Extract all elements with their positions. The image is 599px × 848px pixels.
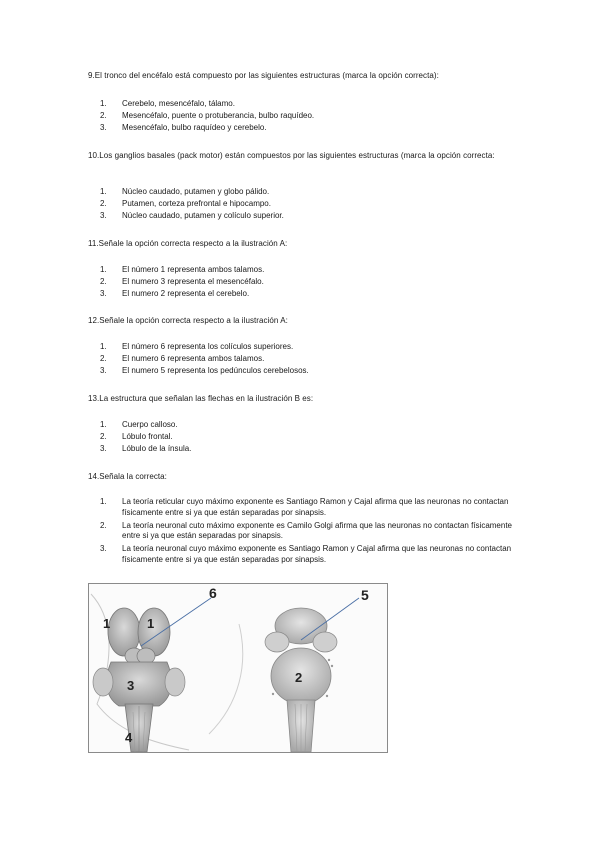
option-number: 2. xyxy=(100,277,107,286)
option-number: 3. xyxy=(100,366,107,375)
option-number: 2. xyxy=(100,354,107,363)
option-item xyxy=(100,353,520,365)
option-item xyxy=(100,110,520,122)
option-item xyxy=(100,198,520,210)
option-text: Cuerpo calloso. xyxy=(122,420,178,429)
option-text: Mesencéfalo, puente o protuberancia, bulbo raquídeo. xyxy=(122,111,315,120)
option-item xyxy=(100,276,520,288)
question-12: 12.Señale la opción correcta respecto a la ilustración A: xyxy=(88,316,288,325)
option-number: 3. xyxy=(100,123,107,132)
question-11: 11.Señale la opción correcta respecto a la ilustración A: xyxy=(88,239,288,248)
question-12-options xyxy=(100,341,520,377)
question-14-options xyxy=(100,497,520,568)
option-number: 2. xyxy=(100,199,107,208)
option-text: El numero 6 representa ambos talamos. xyxy=(122,354,265,363)
option-text: El número 6 representa los colículos superiores. xyxy=(122,342,294,351)
question-11-options xyxy=(100,264,520,300)
question-14: 14.Señala la correcta: xyxy=(88,472,167,481)
option-text: Cerebelo, mesencéfalo, tálamo. xyxy=(122,99,235,108)
option-item xyxy=(100,264,520,276)
illustration-a xyxy=(91,585,243,752)
option-text: La teoría neuronal cuto máximo exponente es Camilo Golgi afirma que las neuronas no contactan físicamente entre si ya que están separadas por sinapsis. xyxy=(122,520,512,540)
option-text: Lóbulo frontal. xyxy=(122,432,173,441)
option-item xyxy=(100,186,520,198)
option-item xyxy=(100,544,520,565)
brainstem-drawings xyxy=(89,584,387,752)
label-4: 4 xyxy=(125,730,133,745)
question-9-options xyxy=(100,98,520,134)
option-number: 3. xyxy=(100,444,107,453)
option-text: Mesencéfalo, bulbo raquídeo y cerebelo. xyxy=(122,123,267,132)
option-number: 1. xyxy=(100,497,107,506)
option-text: La teoría reticular cuyo máximo exponente es Santiago Ramon y Cajal afirma que las neuronas no contactan físicamente entre si ya que están separadas por sinapsis. xyxy=(122,497,509,517)
option-item xyxy=(100,288,520,300)
option-text: El número 1 representa ambos talamos. xyxy=(122,265,265,274)
option-item xyxy=(100,341,520,353)
question-10: 10.Los ganglios basales (pack motor) están compuestos por las siguientes estructuras (marca la opción correcta: xyxy=(88,151,495,160)
option-number: 2. xyxy=(100,111,107,120)
label-1-right: 1 xyxy=(147,616,155,631)
question-13: 13.La estructura que señalan las flechas en la ilustración B es: xyxy=(88,394,314,403)
option-number: 3. xyxy=(100,211,107,220)
brainstem-illustration xyxy=(88,583,388,753)
option-text: El numero 2 representa el cerebelo. xyxy=(122,289,250,298)
label-1-left: 1 xyxy=(103,616,111,631)
option-number: 2. xyxy=(100,520,107,530)
option-text: La teoría neuronal cuyo máximo exponente es Santiago Ramon y Cajal afirma que las neuronas no contactan físicamente entre si ya que están separadas por sinapsis. xyxy=(122,544,512,564)
option-text: Núcleo caudado, putamen y globo pálido. xyxy=(122,187,270,196)
option-item xyxy=(100,521,520,542)
label-6: 6 xyxy=(209,585,217,601)
option-text: Lóbulo de la ínsula. xyxy=(122,444,192,453)
label-5: 5 xyxy=(361,587,369,603)
option-item xyxy=(100,443,520,455)
option-item xyxy=(100,98,520,110)
option-item xyxy=(100,365,520,377)
illustration-b xyxy=(265,587,369,752)
option-text: El numero 5 representa los pedúnculos cerebelosos. xyxy=(122,366,309,375)
option-number: 1. xyxy=(100,420,107,429)
option-text: Putamen, corteza prefrontal e hipocampo. xyxy=(122,199,271,208)
option-text: El numero 3 representa el mesencéfalo. xyxy=(122,277,264,286)
option-number: 3. xyxy=(100,544,107,553)
option-number: 1. xyxy=(100,187,107,196)
option-item xyxy=(100,210,520,222)
option-number: 2. xyxy=(100,432,107,441)
question-13-options xyxy=(100,419,520,455)
option-number: 1. xyxy=(100,99,107,108)
option-text: Núcleo caudado, putamen y colículo superior. xyxy=(122,211,284,220)
question-9: 9.El tronco del encéfalo está compuesto por las siguientes estructuras (marca la opción correcta): xyxy=(88,71,439,80)
question-10-options xyxy=(100,186,520,222)
option-item xyxy=(100,431,520,443)
label-3: 3 xyxy=(127,678,135,693)
option-item xyxy=(100,419,520,431)
label-2: 2 xyxy=(295,670,303,685)
option-number: 1. xyxy=(100,342,107,351)
option-item xyxy=(100,497,520,518)
option-number: 1. xyxy=(100,265,107,274)
option-item xyxy=(100,122,520,134)
option-number: 3. xyxy=(100,289,107,298)
